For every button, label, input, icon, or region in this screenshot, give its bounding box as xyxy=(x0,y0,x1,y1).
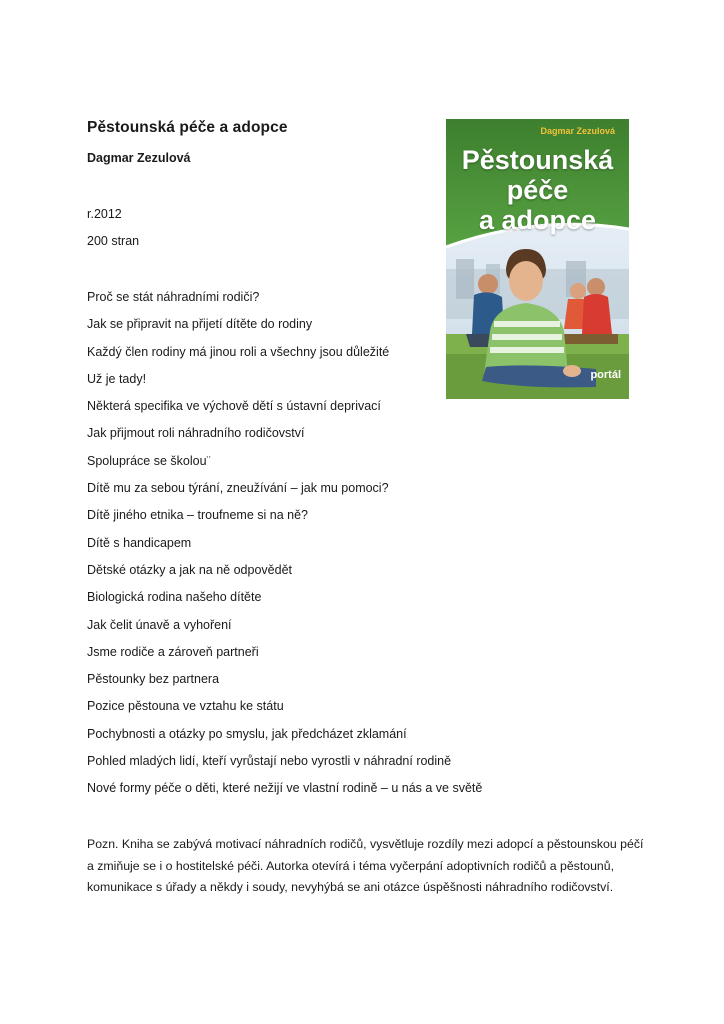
book-cover-image xyxy=(446,119,629,399)
chapter-item: Každý člen rodiny má jinou roli a všechny jsou důležité xyxy=(87,344,390,359)
chapter-item: Dítě jiného etnika – troufneme si na ně? xyxy=(87,508,308,523)
chapter-item: Pohled mladých lidí, kteří vyrůstají nebo vyrostli v náhradní rodině xyxy=(87,754,452,769)
chapter-item: Jak přijmout roli náhradního rodičovství xyxy=(87,426,305,441)
chapter-item: Pochybnosti a otázky po smyslu, jak předcházet zklamání xyxy=(87,726,407,741)
cover-publisher-logo: portál xyxy=(590,369,621,381)
chapter-item: Jak čelit únavě a vyhoření xyxy=(87,617,232,632)
page-count: 200 stran xyxy=(87,234,140,248)
book-title: Pěstounská péče a adopce xyxy=(87,119,288,136)
book-author: Dagmar Zezulová xyxy=(87,151,191,165)
chapter-item: Jsme rodiče a zároveň partneři xyxy=(87,644,259,659)
chapter-item: Nové formy péče o děti, které nežijí ve vlastní rodině – u nás a ve světě xyxy=(87,781,483,796)
book-note: Pozn. Kniha se zabývá motivací náhradních rodičů, vysvětluje rozdíly mezi adopcí a pěstounskou péčí a zmiňuje se i o hostitelské péči. Autorka otevírá i téma vyčerpání adoptivních rodičů a pěstounů, komunikace s úřady a někdy i soudy, nevyhýbá se ani otázce úspěšnosti náhradního rodičovství. xyxy=(87,837,644,894)
cover-title-line: péče xyxy=(506,175,569,205)
chapter-item: Už je tady! xyxy=(87,371,147,386)
publication-year: r.2012 xyxy=(87,207,122,221)
cover-title-line: a adopce xyxy=(478,205,597,235)
cover-title xyxy=(446,145,629,235)
chapter-item: Pěstounky bez partnera xyxy=(87,672,220,687)
chapter-list xyxy=(87,289,482,808)
chapter-item: Proč se stát náhradními rodiči? xyxy=(87,290,260,304)
chapter-item: Spolupráce se školou¨ xyxy=(87,453,211,468)
chapter-item: Dítě s handicapem xyxy=(87,535,192,550)
chapter-item: Jak se připravit na přijetí dítěte do rodiny xyxy=(87,317,313,332)
cover-author: Dagmar Zezulová xyxy=(540,126,615,136)
chapter-item: Dětské otázky a jak na ně odpovědět xyxy=(87,562,292,577)
chapter-item: Biologická rodina našeho dítěte xyxy=(87,590,262,605)
chapter-item: Dítě mu za sebou týrání, zneužívání – jak mu pomoci? xyxy=(87,481,389,496)
cover-title-line: Pěstounská xyxy=(461,145,614,175)
chapter-item: Některá specifika ve výchově dětí s ústavní deprivací xyxy=(87,399,381,414)
chapter-item: Pozice pěstouna ve vztahu ke státu xyxy=(87,699,284,714)
